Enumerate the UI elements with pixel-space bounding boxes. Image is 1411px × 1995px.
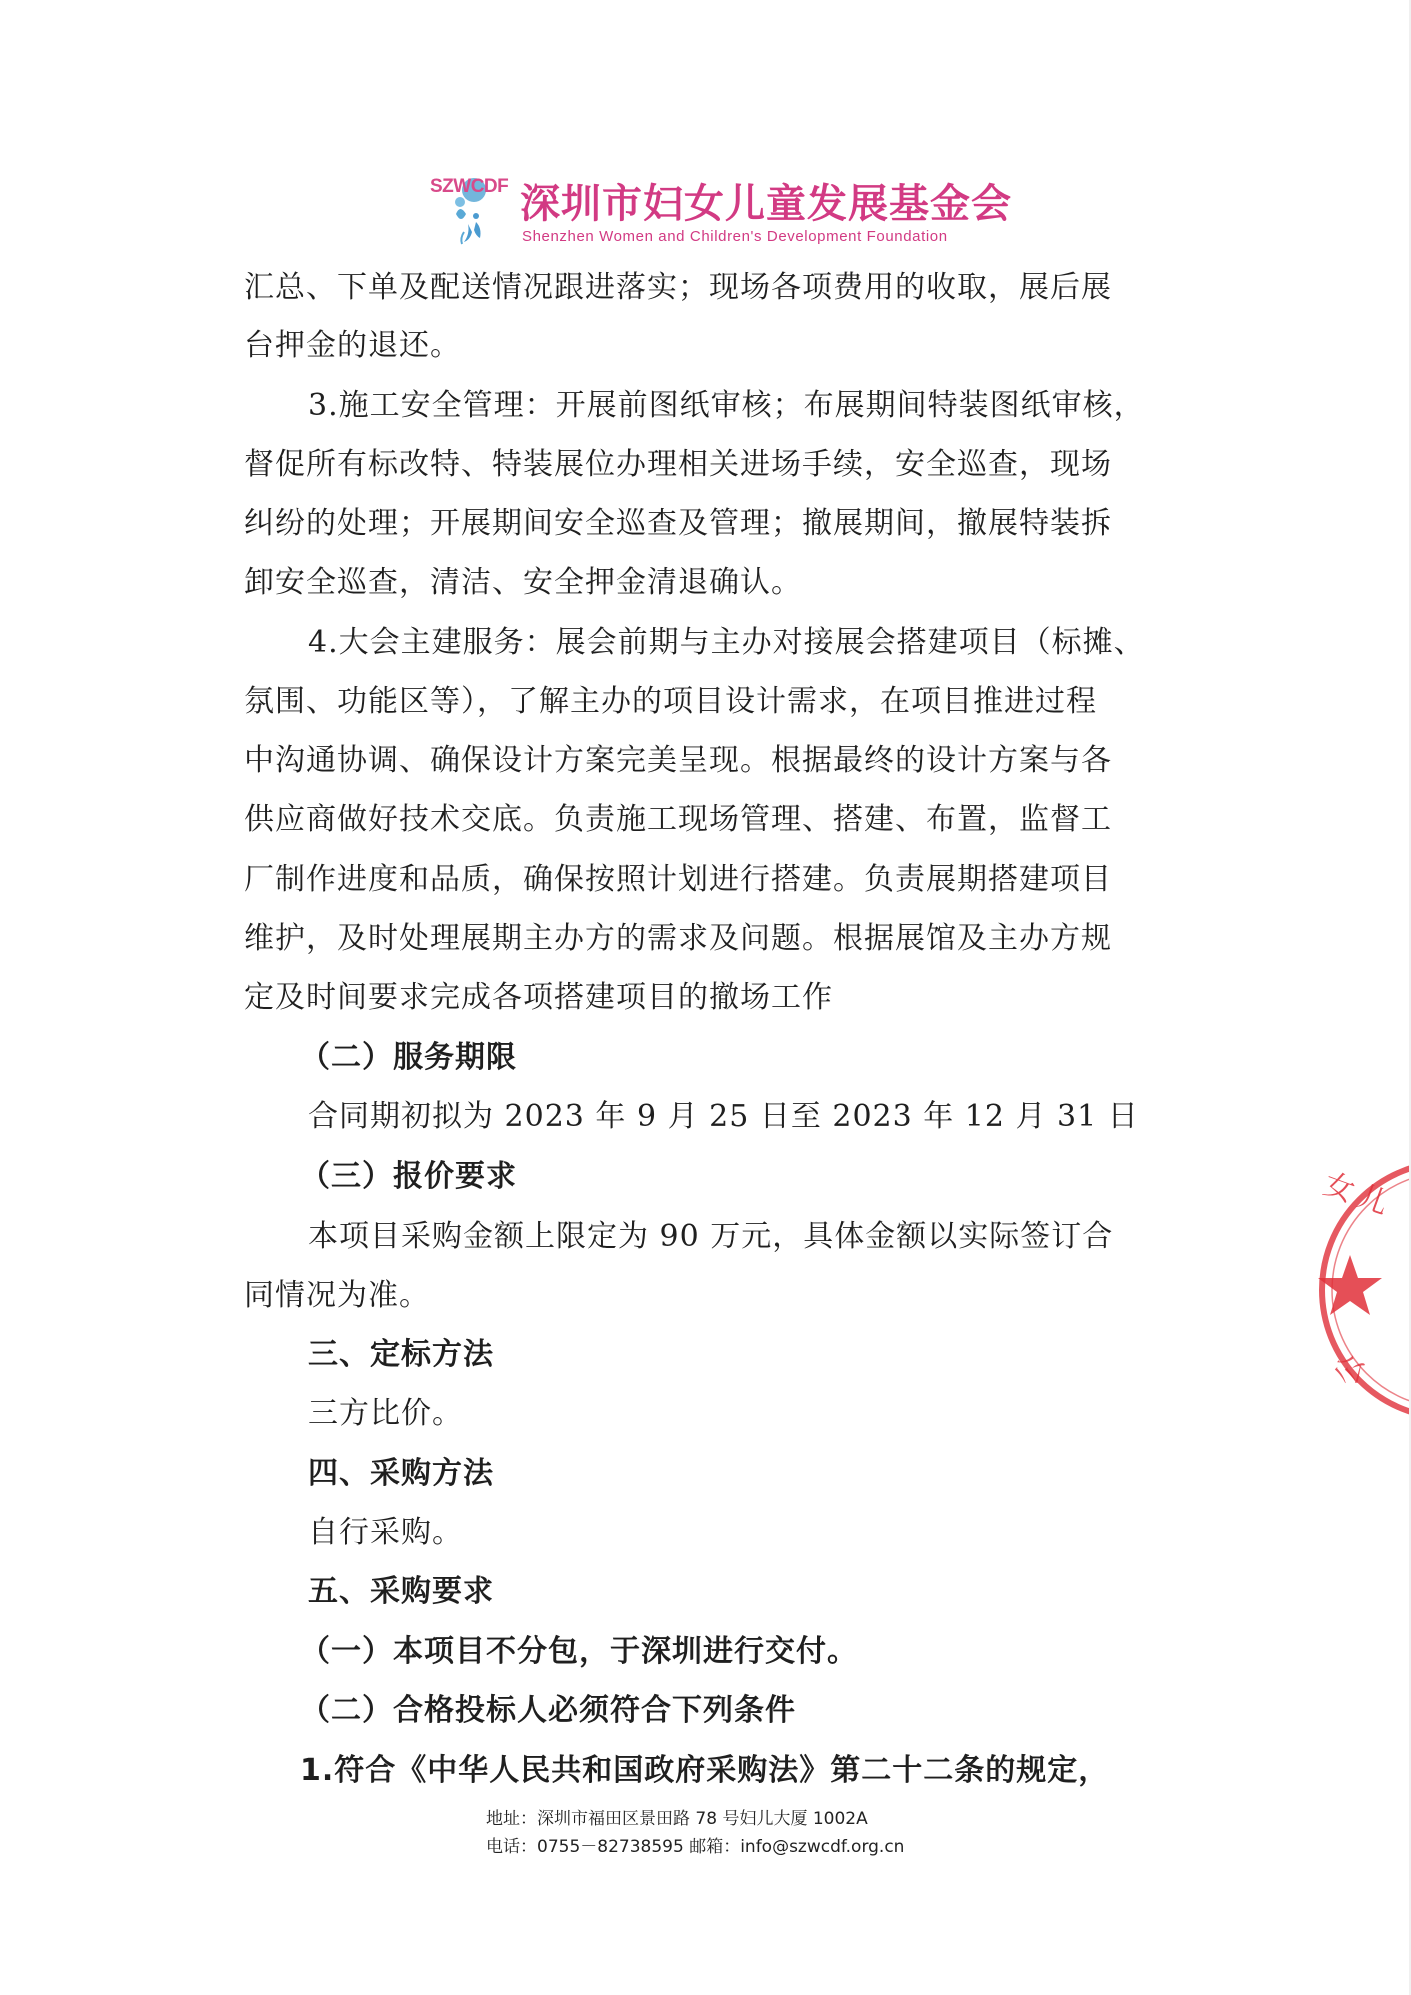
body-line: 厂制作进度和品质，确保按照计划进行搭建。负责展期搭建项目 bbox=[244, 862, 1112, 897]
body-line: 同情况为准。 bbox=[244, 1278, 430, 1313]
body-line: 卸安全巡查，清洁、安全押金清退确认。 bbox=[244, 565, 802, 600]
body-line: 督促所有标改特、特装展位办理相关进场手续，安全巡查，现场 bbox=[244, 447, 1112, 482]
organization-name-en: Shenzhen Women and Children's Development Foundation bbox=[522, 228, 948, 245]
seal-text: 女儿 bbox=[1318, 1166, 1399, 1225]
body-line: 4.大会主建服务：展会前期与主办对接展会搭建项目（标摊、 bbox=[308, 625, 1145, 660]
body-line: 汇总、下单及配送情况跟进落实；现场各项费用的收取，展后展 bbox=[244, 270, 1112, 305]
section-heading: 五、采购要求 bbox=[308, 1574, 494, 1609]
body-line: 本项目采购金额上限定为 90 万元，具体金额以实际签订合 bbox=[308, 1219, 1114, 1254]
foundation-logo-icon bbox=[428, 172, 524, 248]
section-heading: （二）服务期限 bbox=[300, 1040, 517, 1075]
official-seal-icon bbox=[1300, 1150, 1411, 1430]
body-line: 供应商做好技术交底。负责施工现场管理、搭建、布置，监督工 bbox=[244, 802, 1112, 837]
body-line: 纠纷的处理；开展期间安全巡查及管理；撤展期间，撤展特装拆 bbox=[244, 506, 1112, 541]
logo-abbreviation: SZWCDF bbox=[430, 176, 509, 197]
footer-address: 地址：深圳市福田区景田路 78 号妇儿大厦 1002A bbox=[486, 1809, 868, 1829]
body-line: 定及时间要求完成各项搭建项目的撤场工作 bbox=[244, 980, 833, 1015]
body-line: 三方比价。 bbox=[308, 1396, 463, 1431]
svg-text:公: 公 bbox=[1328, 1350, 1373, 1391]
body-line: 台押金的退还。 bbox=[244, 328, 461, 363]
section-heading: 三、定标方法 bbox=[308, 1337, 494, 1372]
body-line: 3.施工安全管理：开展前图纸审核；布展期间特装图纸审核， bbox=[308, 388, 1145, 423]
section-heading: 四、采购方法 bbox=[308, 1456, 494, 1491]
footer-contact: 电话：0755－82738595 邮箱：info@szwcdf.org.cn bbox=[486, 1837, 905, 1857]
organization-name-cn: 深圳市妇女儿童发展基金会 bbox=[520, 181, 1012, 227]
body-line: 合同期初拟为 2023 年 9 月 25 日至 2023 年 12 月 31 日 bbox=[308, 1099, 1139, 1134]
body-line: 维护，及时处理展期主办方的需求及问题。根据展馆及主办方规 bbox=[244, 921, 1112, 956]
letterhead bbox=[428, 168, 1028, 248]
body-line: 自行采购。 bbox=[308, 1515, 463, 1550]
body-line: 中沟通协调、确保设计方案完美呈现。根据最终的设计方案与各 bbox=[244, 743, 1112, 778]
section-heading: 1.符合《中华人民共和国政府采购法》第二十二条的规定， bbox=[300, 1753, 1110, 1788]
section-heading: （三）报价要求 bbox=[300, 1159, 517, 1194]
section-heading: （一）本项目不分包，于深圳进行交付。 bbox=[300, 1634, 858, 1669]
section-heading: （二）合格投标人必须符合下列条件 bbox=[300, 1693, 796, 1728]
body-line: 氛围、功能区等），了解主办的项目设计需求，在项目推进过程 bbox=[244, 684, 1097, 719]
